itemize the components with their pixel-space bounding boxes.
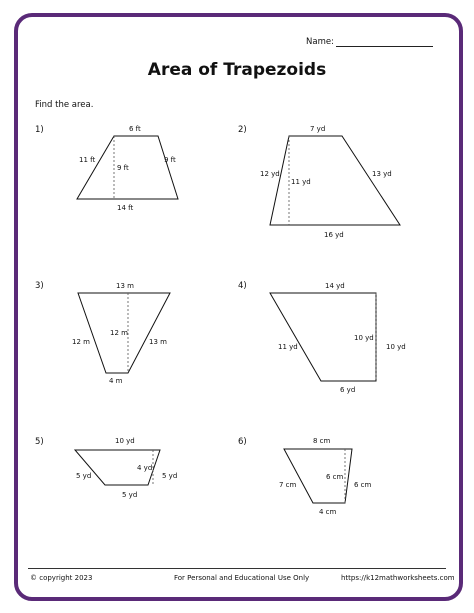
left-side-label: 12 m <box>72 338 90 346</box>
height-label: 9 ft <box>117 164 129 172</box>
problem-number: 3) <box>35 281 44 291</box>
left-side-label: 11 ft <box>79 156 96 164</box>
bottom-base-label: 4 cm <box>319 508 337 516</box>
problem-number: 5) <box>35 437 44 447</box>
right-side-label: 6 cm <box>354 481 372 489</box>
left-side-label: 5 yd <box>76 472 92 480</box>
top-base-label: 10 yd <box>115 437 135 445</box>
page-title: Area of Trapezoids <box>147 60 327 80</box>
copyright: © copyright 2023 <box>30 574 93 582</box>
problem-number: 1) <box>35 125 44 135</box>
left-side-label: 12 yd <box>260 170 280 178</box>
right-side-label: 10 yd <box>386 343 406 351</box>
bottom-base-label: 14 ft <box>117 204 134 212</box>
left-side-label: 7 cm <box>279 481 297 489</box>
right-side-label: 9 ft <box>164 156 176 164</box>
problem-number: 4) <box>238 281 247 291</box>
problem-number: 2) <box>238 125 247 135</box>
height-label: 6 cm <box>326 473 344 481</box>
height-label: 12 m <box>110 329 128 337</box>
footer-divider <box>28 568 446 569</box>
name-label: Name: <box>306 37 334 47</box>
problem-number: 6) <box>238 437 247 447</box>
top-base-label: 8 cm <box>313 437 331 445</box>
left-side-label: 11 yd <box>278 343 298 351</box>
height-label: 4 yd <box>137 464 153 472</box>
trapezoid-2 <box>270 136 400 225</box>
usage-note: For Personal and Educational Use Only <box>174 574 310 582</box>
top-base-label: 14 yd <box>325 282 345 290</box>
website-link[interactable]: https://k12mathworksheets.com <box>341 574 455 582</box>
bottom-base-label: 6 yd <box>340 386 356 394</box>
bottom-base-label: 4 m <box>109 377 123 385</box>
right-side-label: 5 yd <box>162 472 178 480</box>
instruction: Find the area. <box>35 100 94 110</box>
bottom-base-label: 5 yd <box>122 491 138 499</box>
height-label: 10 yd <box>354 334 374 342</box>
top-base-label: 13 m <box>116 282 134 290</box>
bottom-base-label: 16 yd <box>324 231 344 239</box>
right-side-label: 13 m <box>149 338 167 346</box>
height-label: 11 yd <box>291 178 311 186</box>
top-base-label: 6 ft <box>129 125 141 133</box>
top-base-label: 7 yd <box>310 125 326 133</box>
right-side-label: 13 yd <box>372 170 392 178</box>
